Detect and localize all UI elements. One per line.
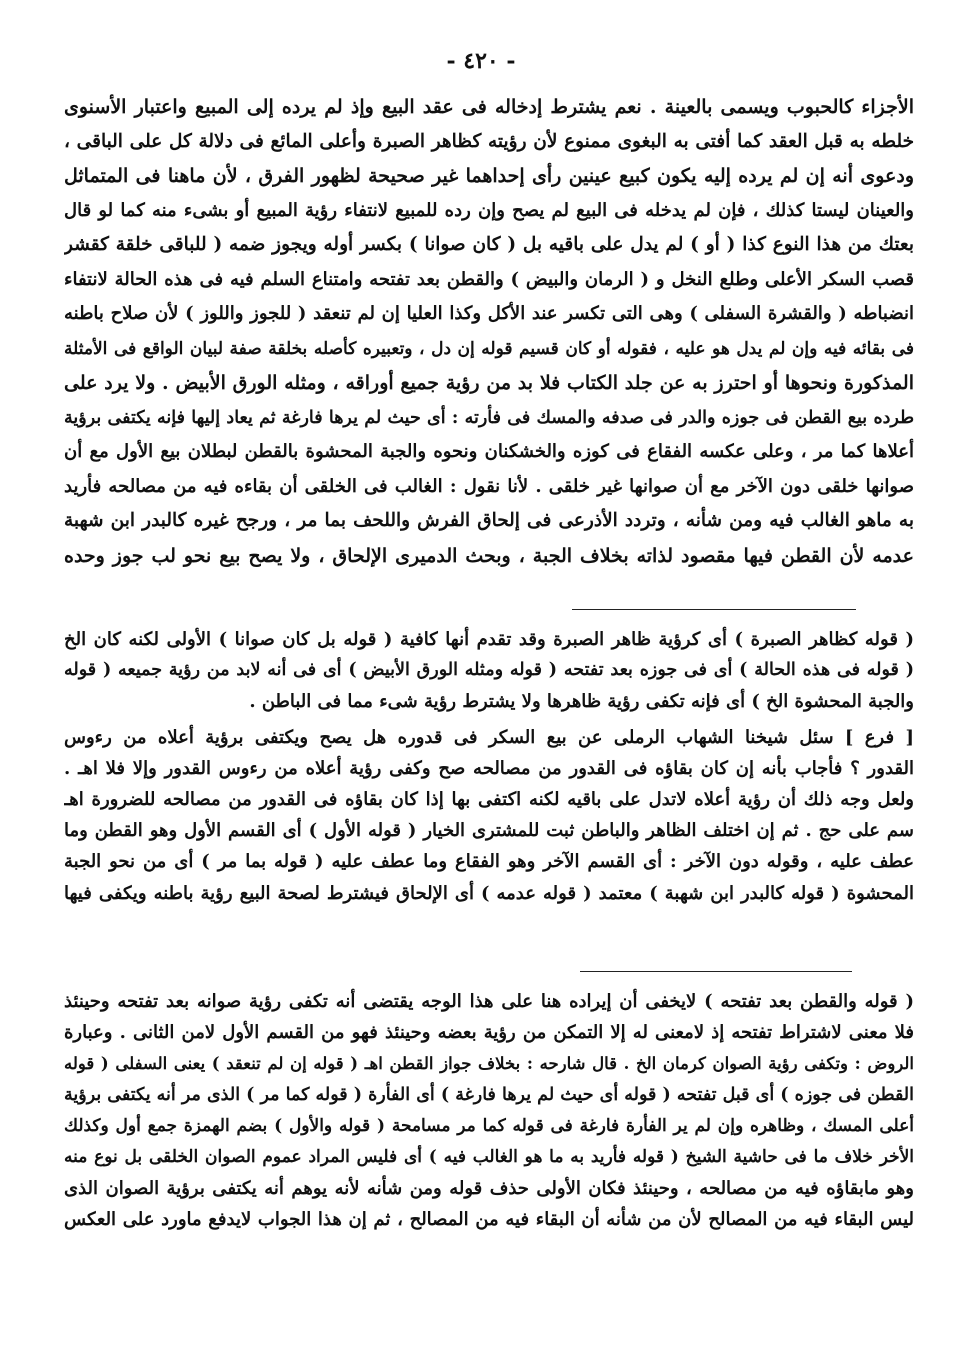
main-text-line: والعينان ليستا كذلك ، فإن لم يدخله فى البيع لم يصح وإن رده للمبيع لانتفاء رؤية المبيع أو بشىء منه كما لو قال xyxy=(64,199,914,221)
footnote-line: المحشوة ( قوله كالبدر ابن شهبة ) معتمد ( قوله عدمه ) أى الإلحاق فيشترط لصحة البيع رؤية باطنه ويكفى فيها xyxy=(64,882,914,904)
page-number: - ٤٢٠ - xyxy=(446,48,516,74)
main-text-line: قصب السكر الأعلى وطلع النخل و ( الرمان والبيض ) والقطن بعد تفتحه وامتناع السلم فيه فى هذه الحالة لانتفاء xyxy=(64,268,914,290)
footnote-line: أعلى المسك ، وظاهره وإن لم ير الفأرة فارغة فى قوله كما مر مسامحة ( قوله والأول ) بضم الهمزة جمع أول وكذلك xyxy=(64,1115,914,1136)
footnote-line: عطف عليه ، وقوله دون الآخر : أى القسم الآخر وهو الفقاع وما عطف عليه ( قوله بما مر ) أى من نحو الجبة xyxy=(64,851,914,873)
footnote-divider xyxy=(580,971,852,972)
main-text-line: بعتك من هذا النوع كذا ( أو ) لم يدل على باقيه بل ( كان صوانا ) بكسر أوله ويجوز ضمه ( للباقى خلقة كقشر xyxy=(64,234,914,255)
footnote-line: سم على حج . ثم إن اختلف الظاهر والباطن ثبت للمشترى الخيار ( قوله الأول ) أى القسم الأول وهو القطن وما xyxy=(64,820,914,842)
footnote-line: الروض : وتكفى رؤية الصوان كرمان الخ . قال شارحه : بخلاف جواز القطن اهـ ( قوله إن لم تنعقد ) يعنى السفلى ( قوله xyxy=(64,1054,914,1074)
footnote-line: القطن فى جوزه ) أى قبل تفتحه ( قوله أى حيث لم يرها فارغة ) أى الفأرة ( قوله كما مر ) الذى مر أنه يكتفى برؤية xyxy=(64,1084,914,1105)
footnote-line: وهو مابقاؤه فيه من مصالحه ، وحينئذ فكان الأولى حذف قوله ومن شأنه لأنه يوهم أنه يكتفى برؤية الصوان الذى xyxy=(64,1178,914,1200)
main-text-line: خلطه به قبل العقد كما أفتى به البغوى ممنوع لأن رؤيته كظاهر الصبرة وأعلى المائع فى دلالة كل على الباقى ، xyxy=(64,130,914,152)
footnote-line: ( قوله فى هذه الحالة ) أى فى جوزه بعد تفتحه ( قوله ومثله الورق الأبيض ) أى فى أنه لابد من رؤية جميعه ( قوله xyxy=(64,660,914,681)
footnote-line: ليس البقاء فيه من المصالح لأن من شأنه أن البقاء فيه من المصالح ، ثم إن هذا الجواب لايدفع ماورد على العكس xyxy=(64,1209,914,1231)
footnotes-second xyxy=(64,986,914,1236)
footnote-line: ( قوله كظاهر الصبرة ) أى كرؤية ظاهر الصبرة وقد تقدم أنها كافية ( قوله بل كان صوانا ) الأولى لكنه كان الخ xyxy=(64,629,914,650)
main-text-line: أعلاها كما مر ، وعلى عكسه الفقاع فى كوزه والخشكنان ونحوه والجبة المحشوة بالقطن لبطلان بيع الأول مع أن xyxy=(64,441,914,462)
footnote-line: ( قوله والقطن بعد تفتحه ) لايخفى أن إيراده هنا على هذا الوجه يقتضى أنه تكفى رؤية صوانه بعد تفتحه وحينئذ xyxy=(64,991,914,1012)
main-text-line: صوانها خلقى دون الآخر مع أن صوانها غير خلقى . لأنا نقول : الغالب فى الخلقى أن بقاءه فيه من مصالحه فأريد xyxy=(64,475,914,497)
main-text-line: فى بقائه فيه وإن لم يدل هو عليه ، فقوله أو كان قسيم قوله إن دل ، وتعبيره كأصله بخلقة صفة لبيان الواقع فى الأمثلة xyxy=(64,338,914,359)
footnotes-first xyxy=(64,624,914,909)
footnote-line: ولعل وجه ذلك أن رؤية أعلاه لاتدل على باقيه لكنه اكتفى بها إذا كان بقاؤه فى القدور من مصالحه للضرورة اهـ xyxy=(64,788,914,810)
main-text-line: انضباطه ( والقشرة السفلى ) وهى التى تكسر عند الأكل وكذا العليا إن لم تنعقد ( للجوز واللوز ) لأن صلاح باطنه xyxy=(64,303,914,324)
footnote-line: فلا معنى لاشتراط تفتحه إذ لامعنى له إلا التمكن من رؤية بعضه وحينئذ فهو من القسم الأول لامن الثانى . وعبارة xyxy=(64,1022,914,1044)
main-text-line: به ماهو الغالب فيه ومن شأنه ، وتردد الأذرعى فى إلحاق الفرش واللحف بما مر ، ورجح غيره كالبدر ابن شهبة xyxy=(64,510,914,531)
footnote-line: الأخر خلاف ما فى حاشية الشيخ ( قوله فأريد به ما هو الغالب فيه ) أى فليس المراد عموم الصوان الخلقى بل نوع منه xyxy=(64,1146,914,1167)
main-text-line: الأجزاء كالحبوب ويسمى بالعينة . نعم يشترط إدخاله فى عقد البيع وإذ لم يرده إلى المبيع واعتبار الأسنوى xyxy=(64,96,914,118)
main-text-line: ودعوى أنه إن لم يرده إليه يكون كبيع عينين رأى إحداهما غير صحيحة لظهور الفرق ، لأن ماهنا فى المتماثل xyxy=(64,165,914,187)
main-text xyxy=(64,90,914,573)
main-text-line: المذكورة ونحوها أو احترز به عن جلد الكتاب فلا بد من رؤية جميع أوراقه ، ومثله الورق الأبيض . ولا يرد على xyxy=(64,372,914,394)
footnote-line: والجبة المحشوة الخ ) أى فإنه تكفى رؤية ظاهرها ولا يشترط رؤية شىء مما فى الباطن . xyxy=(249,691,914,713)
main-text-line: طرده بيع القطن فى جوزه والدر فى صدفه والمسك فى فأرته : أى حيث لم يرها فارغة ثم يعاد إليها فإنه يكتفى برؤية xyxy=(64,407,914,428)
footnote-line: القدور ؟ فأجاب بأنه إن كان بقاؤه فى القدور من مصالحه صح وكفى رؤية أعلاه من رءوس القدور وإلا فلا اهـ . xyxy=(64,757,914,779)
footnote-line: [ فرع ] سئل شيخنا الشهاب الرملى عن بيع السكر فى قدوره هل يصح ويكتفى برؤية أعلاه من رءوس xyxy=(64,726,914,748)
footnote-divider xyxy=(572,609,856,610)
main-text-line: عدمه لأن القطن فيها مقصود لذاته بخلاف الجبة ، وبحث الدميرى الإلحاق ، ولا يصح بيع نحو لب جوز وحده xyxy=(64,544,914,567)
